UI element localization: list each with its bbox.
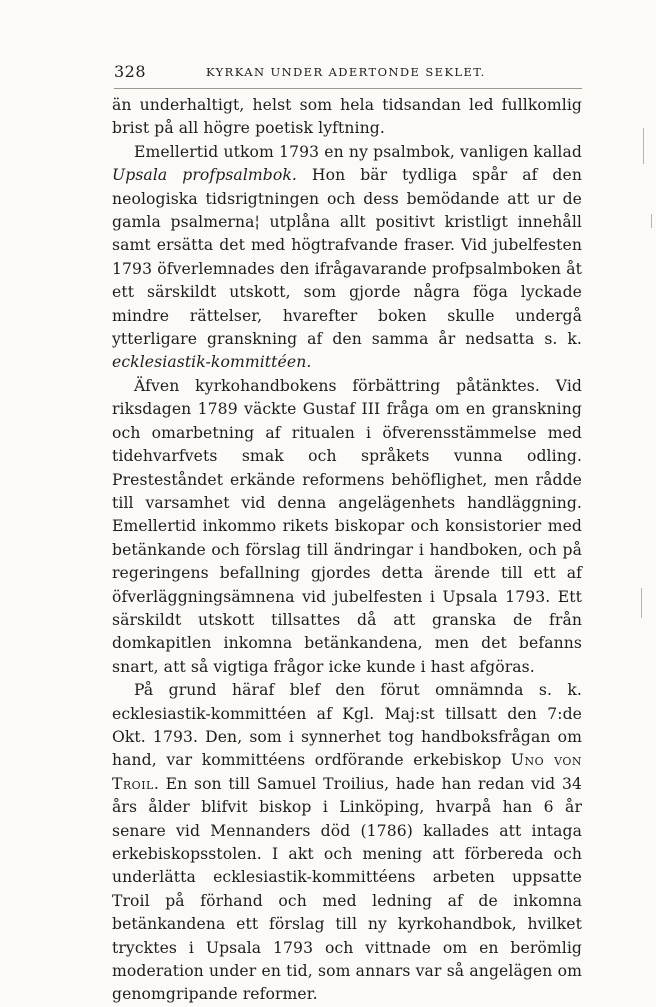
paragraph-4-text-b: . En son till Samuel Troilius, hade han redan vid 34 års ålder blifvit biskop i Linköping, hvarpå han 6 år senare vid Mennanders död (1786) kallades att intaga erkebiskopsstolen. I akt och mening att förbereda och underlätta ecklesiastik-kommittéens arbeten uppsatte Troil på förhand och med ledning af de inkomna betänkandena ett förslag till ny kyrkohandbok, hvilket trycktes i Upsala 1793 och vittnade om en berömlig moderation under en tid, som annars var så angelägen om genomgripande reformer. — [112, 774, 582, 1004]
page-edge-mark — [651, 214, 652, 228]
kommitteen-title: ecklesiastik-kommittéen. — [112, 353, 312, 372]
page-number: 328 — [114, 62, 147, 81]
running-head: KYRKAN UNDER ADERTONDE SEKLET. — [206, 65, 486, 79]
paragraph-1 — [112, 94, 582, 141]
page-edge-mark — [643, 128, 644, 164]
paragraph-2-text-b: Hon bär tydliga spår af den neologiska tidsrigtningen och dess bemödande att ur de gamla psalmerna¦ utplåna allt positivt kristligt innehåll samt ersätta det med högtrafvande fraser. Vid jubelfesten 1793 öfverlemnades den ifrågavarande profpsalmboken åt ett särskildt utskott, som gjorde några föga lyckade mindre rättelser, hvarefter boken skulle undergå ytterligare granskning af den samma år nedsatta s. k. — [112, 166, 582, 349]
paragraph-3-text: Äfven kyrkohandbokens förbättring påtänktes. Vid riksdagen 1789 väckte Gustaf III fråga om en granskning och omarbetning af ritualen i öfverensstämmelse med tidehvarfvets smak och språkets vunna odling. Presteståndet erkände reformens behöflighet, men rådde till varsamhet vid denna angelägenhets handläggning. Emellertid inkommo rikets biskopar och konsistorier med betänkande och förslag till ändringar i handboken, och på regeringens befallning gjordes detta ärende till ett af öfverläggningsämnena vid jubelfesten i Upsala 1793. Ett särskildt utskott tillsattes då att granska de från domkapitlen inkomna betänkandena, men det befanns snart, att så vigtiga frågor icke kunde i hast afgöras. — [112, 376, 582, 676]
paragraph-1-text: än underhaltigt, helst som hela tidsandan led fullkomlig brist på all högre poetisk lyftning. — [112, 96, 582, 138]
psalmbok-title: Upsala profpsalmbok. — [112, 166, 297, 185]
paragraph-2-text-a: Emellertid utkom 1793 en ny psalmbok, vanligen kallad — [134, 142, 582, 161]
paragraph-2 — [112, 141, 582, 375]
paragraph-4 — [112, 679, 582, 1007]
page-header — [114, 62, 582, 84]
header-rule — [114, 88, 582, 89]
page-edge-mark — [641, 588, 642, 618]
paragraph-3 — [112, 375, 582, 679]
body-text — [112, 94, 582, 1007]
paragraph-4-text-a: På grund häraf blef den förut omnämnda s. k. ecklesiastik-kommittéen af Kgl. Maj:st tillsatt den 7:de Okt. 1793. Den, som i synnerhet tog handboksfrågan om hand, var kommittéens ordförande erkebiskop — [112, 681, 582, 770]
person-name-small-caps: Uno von Troil — [112, 751, 582, 793]
